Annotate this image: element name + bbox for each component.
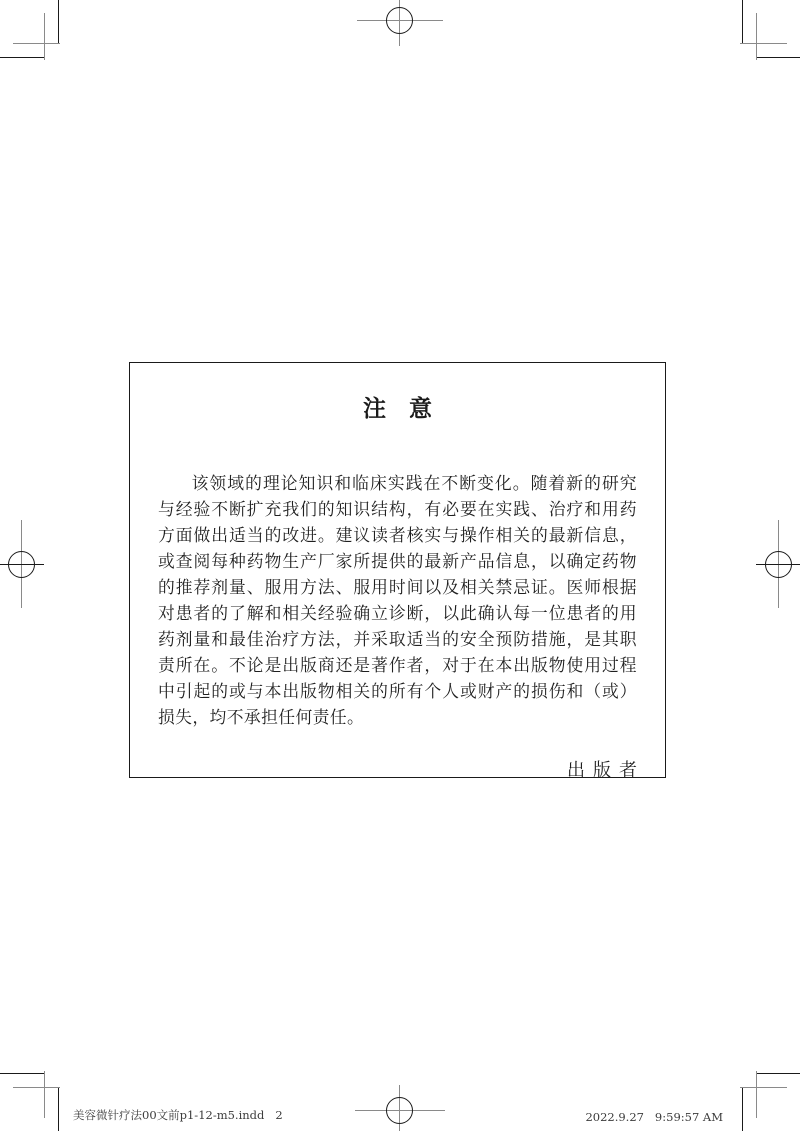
notice-title: 注 意 <box>363 396 432 422</box>
publisher-signature: 出版者 <box>567 760 645 781</box>
crop-line <box>740 1087 787 1088</box>
crop-line <box>0 57 44 58</box>
crop-line <box>13 43 60 44</box>
crop-line <box>756 1073 800 1074</box>
crop-line <box>742 1087 743 1131</box>
slug-filename: 美容微针疗法00文前p1-12-m5.indd 2 <box>73 1108 283 1122</box>
crop-line <box>44 1071 45 1118</box>
crop-line <box>756 1071 757 1118</box>
notice-box <box>129 362 666 781</box>
crop-line <box>742 0 743 44</box>
notice-body-text: 该领域的理论知识和临床实践在不断变化。随着新的研究与经验不断扩充我们的知识结构，有必要在实践、治疗和用药方面做出适当的改进。建议读者核实与操作相关的最新信息，或查阅每种药物生产厂家所提供的最新产品信息，以确定药物的推荐剂量、服用方法、服用时间以及相关禁忌证。医师根据对患者的了解和相关经验确立诊断，以此确认每一位患者的用药剂量和最佳治疗方法，并采取适当的安全预防措施，是其职责所在。不论是出版商还是著作者，对于在本出版物使用过程中引起的或与本出版物相关的所有个人或财产的损伤和（或）损失，均不承担任何责任。 <box>158 473 637 727</box>
crop-line <box>58 1087 59 1131</box>
crop-line <box>740 43 787 44</box>
registration-circle <box>765 551 792 578</box>
registration-circle <box>386 7 413 34</box>
crop-line <box>44 13 45 60</box>
crop-line <box>0 1073 44 1074</box>
crop-line <box>756 13 757 60</box>
crop-line <box>58 0 59 44</box>
registration-circle <box>8 551 35 578</box>
crop-line <box>756 57 800 58</box>
registration-circle <box>386 1097 413 1124</box>
slug-timestamp: 2022.9.27 9:59:57 AM <box>585 1110 723 1124</box>
crop-line <box>13 1087 60 1088</box>
